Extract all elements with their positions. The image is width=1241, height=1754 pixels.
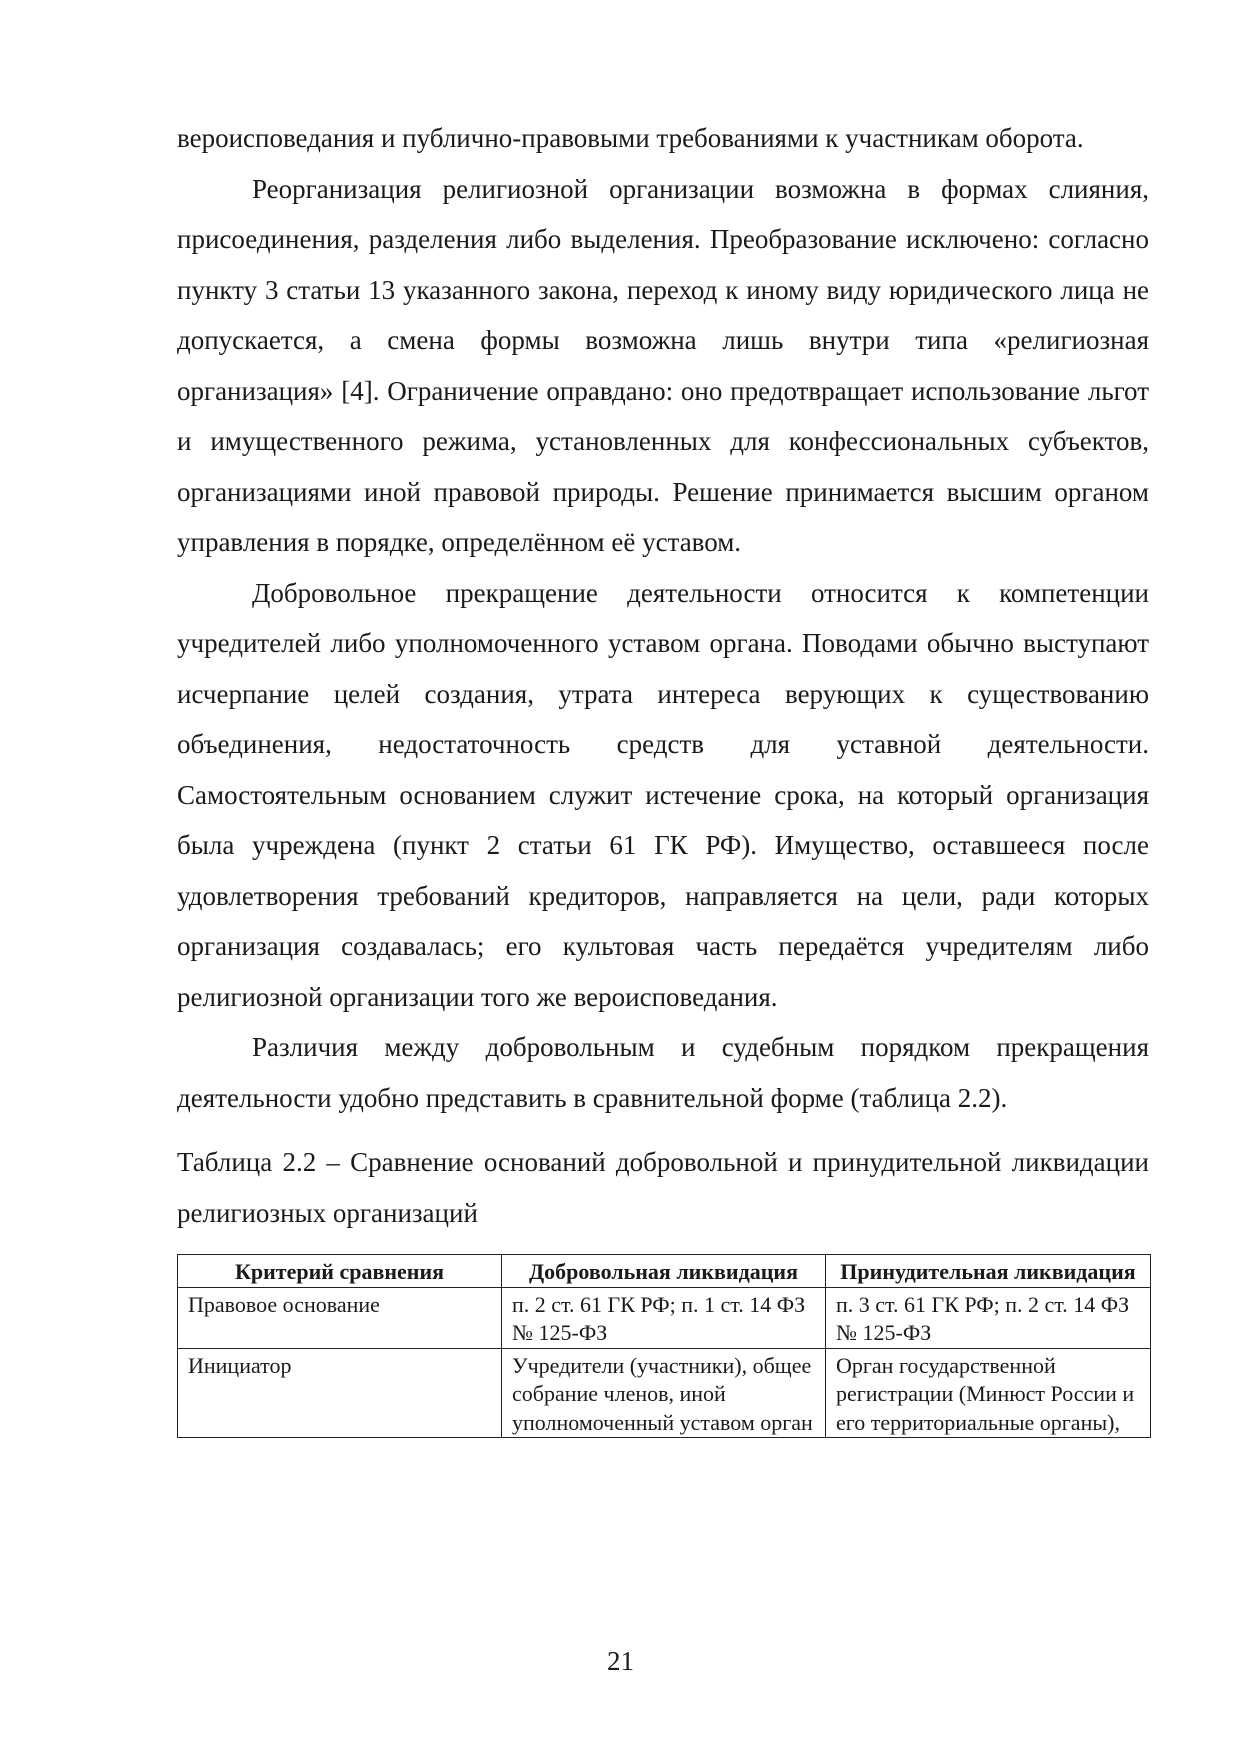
table-cell: п. 2 ст. 61 ГК РФ; п. 1 ст. 14 ФЗ № 125-ФЗ [502, 1287, 826, 1348]
table-cell: Правовое основание [178, 1287, 502, 1348]
table-header-row [178, 1255, 1151, 1288]
paragraph-reorganization: Реорганизация религиозной организации возможна в формах слияния, присоединения, разделения либо выделения. Преобразование исключено: согласно пункту 3 статьи 13 указанного закона, переход к иному виду юридического лица не допускается, а смена формы возможна лишь внутри типа «религиозная организация» [4]. Ограничение оправдано: оно предотвращает использование льгот и имущественного режима, установленных для конфессиональных субъектов, организациями иной правовой природы. Решение принимается высшим органом управления в порядке, определённом её уставом. [177, 173, 1149, 557]
paragraph-differences: Различия между добровольным и судебным порядком прекращения деятельности удобно представить в сравнительной форме (таблица 2.2). [177, 1032, 1149, 1113]
table-cell: Учредители (участники), общее собрание членов, иной уполномоченный уставом орган [502, 1348, 826, 1438]
table-row [178, 1287, 1151, 1348]
table-header-cell: Принудительная ликвидация [826, 1255, 1151, 1288]
table-cell: Инициатор [178, 1348, 502, 1438]
comparison-table [177, 1254, 1151, 1438]
table-header-cell: Критерий сравнения [178, 1255, 502, 1288]
paragraph-continuation: вероисповедания и публично-правовыми требованиями к участникам оборота. [177, 123, 1084, 153]
table-cell: Орган государственной регистрации (Минюст России и его территориальные органы), [826, 1348, 1151, 1438]
paragraph-voluntary-termination: Добровольное прекращение деятельности относится к компетенции учредителей либо уполномоченного уставом органа. Поводами обычно выступают исчерпание целей создания, утрата интереса верующих к существованию объединения, недостаточность средств для уставной деятельности. Самостоятельным основанием служит истечение срока, на который организация была учреждена (пункт 2 статьи 61 ГК РФ). Имущество, оставшееся после удовлетворения требований кредиторов, направляется на цели, ради которых организация создавалась; его культовая часть передаётся учредителям либо религиозной организации того же вероисповедания. [177, 577, 1149, 1012]
table-cell: п. 3 ст. 61 ГК РФ; п. 2 ст. 14 ФЗ № 125-ФЗ [826, 1287, 1151, 1348]
table-row [178, 1348, 1151, 1438]
table-caption: Таблица 2.2 – Сравнение оснований добровольной и принудительной ликвидации религиозных организаций [177, 1147, 1149, 1228]
page-number: 21 [607, 1646, 634, 1676]
table-header-cell: Добровольная ликвидация [502, 1255, 826, 1288]
document-page [177, 113, 1149, 1438]
